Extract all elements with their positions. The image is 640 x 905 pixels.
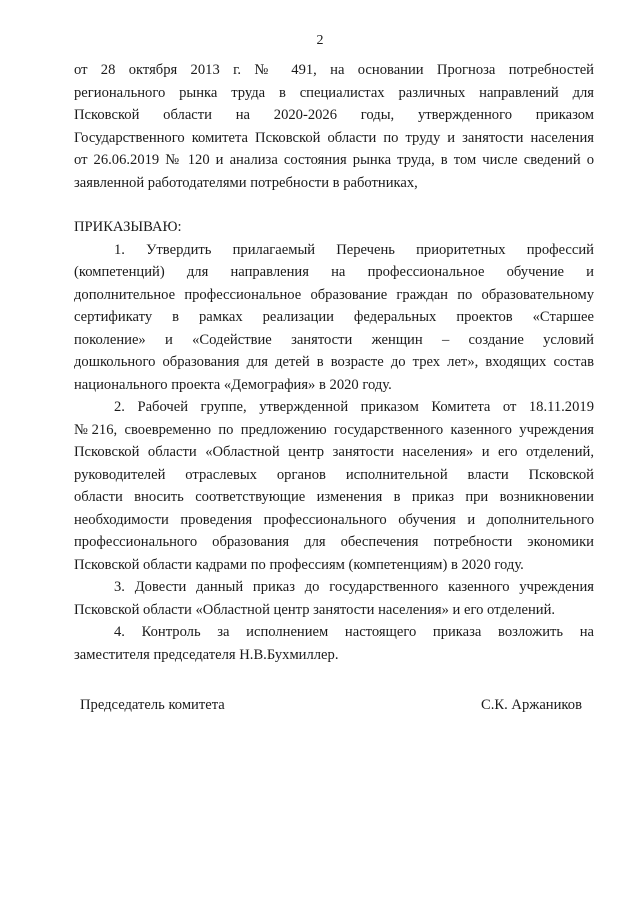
intro-line: регионального рынка труда в специалистах различных направлений для [74, 84, 594, 101]
item1-line: 1. Утвердить прилагаемый Перечень приоритетных профессий [114, 241, 594, 258]
page-number: 2 [316, 33, 324, 48]
item2-line: необходимости проведения профессионального обучения и дополнительного [74, 511, 594, 528]
item1-line: сертификату в рамках реализации федеральных проектов «Старшее [74, 309, 594, 325]
item2-line: Псковской области «Областной центр занятости населения» и его отделений, [74, 444, 594, 460]
intro-line: заявленной работодателями потребности в работниках, [74, 174, 418, 191]
item2-line: Псковской области кадрами по профессиям (компетенциям) в 2020 году. [74, 556, 524, 573]
intro-line: Государственного комитета Псковской области по труду и занятости населения [74, 129, 594, 146]
item3-line: Псковской области «Областной центр занятости населения» и его отделений. [74, 601, 556, 618]
item2-line: руководителей отраслевых органов исполнительной власти Псковской [74, 466, 594, 483]
signature-position: Председатель комитета [80, 697, 225, 713]
item1-line: дошкольного образования для детей в возрасте до трех лет», входящих состав [74, 354, 594, 370]
item2-line: профессионального образования для обеспечения потребности экономики [74, 534, 594, 550]
item1-line: национального проекта «Демография» в 2020 году. [74, 376, 392, 393]
item1-line: (компетенций) для направления на профессиональное обучение и [74, 264, 594, 280]
item3-line: 3. Довести данный приказ до государственного казенного учреждения [114, 579, 594, 595]
item4-line: 4. Контроль за исполнением настоящего приказа возложить на [114, 624, 594, 640]
item2-line: №216, своевременно по предложению государственного казенного учреждения [74, 421, 594, 438]
item2-line: области вносить соответствующие изменения в приказ при возникновении [74, 489, 594, 505]
document-body [74, 59, 594, 666]
intro-line: от 28 октября 2013 г. № 491, на основании Прогноза потребностей [74, 62, 594, 78]
item4-line: заместителя председателя Н.В.Бухмиллер. [74, 646, 339, 663]
item2-line: 2. Рабочей группе, утвержденной приказом Комитета от 18.11.2019 [114, 399, 594, 415]
signature-name: С.К. Аржаников [481, 697, 582, 713]
item1-line: дополнительное профессиональное образование граждан по образовательному [74, 286, 594, 303]
order-heading: ПРИКАЗЫВАЮ: [74, 219, 182, 235]
item1-line: поколение» и «Содействие занятости женщин – создание условий [74, 331, 594, 348]
intro-line: Псковской области на 2020-2026 годы, утвержденного приказом [74, 107, 594, 123]
intro-line: от 26.06.2019 № 120 и анализа состояния рынка труда, в том числе сведений о [74, 152, 594, 168]
